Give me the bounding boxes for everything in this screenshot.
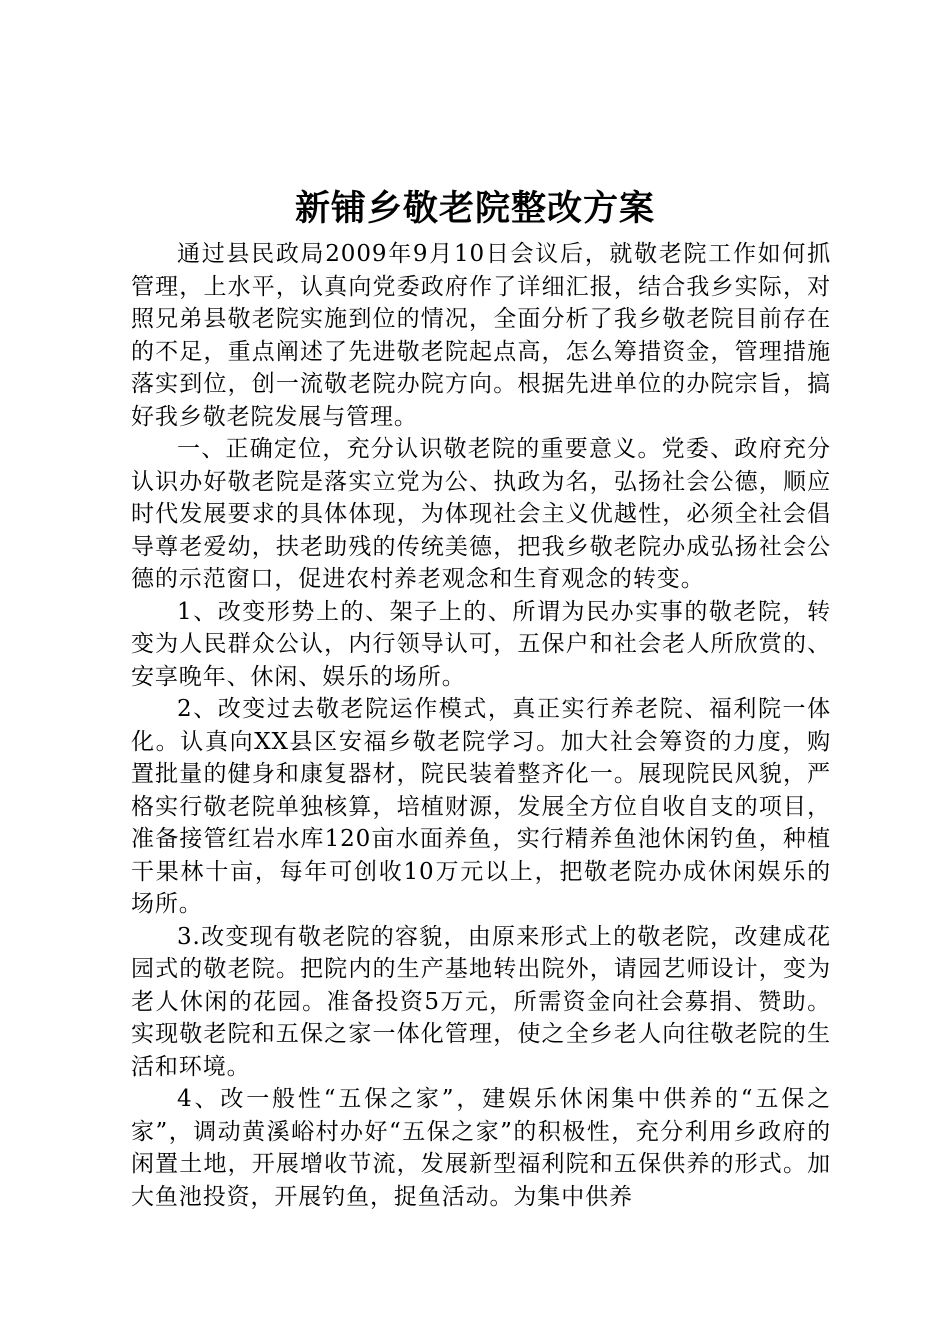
paragraph-item-4: 4、改一般性“五保之家”，建娱乐休闲集中供养的“五保之家”，调动黄溪峪村办好“五保之家”的积极性，充分利用乡政府的闲置土地，开展增收节流，发展新型福利院和五保供养的形式。加大鱼池投资，开展钓鱼，捉鱼活动。为集中供养 — [131, 1086, 831, 1210]
paragraph-item-2: 2、改变过去敬老院运作模式，真正实行养老院、福利院一体化。认真向XX县区安福乡敬老院学习。加大社会筹资的力度，购置批量的健身和康复器材，院民装着整齐化一。展现院民风貌，严格实行敬老院单独核算，培植财源，发展全方位自收自支的项目，准备接管红岩水库120亩水面养鱼，实行精养鱼池休闲钓鱼，种植干果林十亩，每年可创收10万元以上，把敬老院办成休闲娱乐的场所。 — [131, 696, 831, 917]
paragraph-item-1: 1、改变形势上的、架子上的、所谓为民办实事的敬老院，转变为人民群众公认，内行领导认可，五保户和社会老人所欣赏的、安享晚年、休闲、娱乐的场所。 — [131, 598, 831, 690]
document-title: 新铺乡敬老院整改方案 — [294, 188, 655, 229]
paragraph-section-1: 一、正确定位，充分认识敬老院的重要意义。党委、政府充分认识办好敬老院是落实立党为公、执政为名，弘扬社会公德，顺应时代发展要求的具体体现，为体现社会主义优越性，必须全社会倡导尊老爱幼，扶老助残的传统美德，把我乡敬老院办成弘扬社会公德的示范窗口，促进农村养老观念和生育观念的转变。 — [131, 436, 831, 592]
paragraph-item-3: 3.改变现有敬老院的容貌，由原来形式上的敬老院，改建成花园式的敬老院。把院内的生产基地转出院外，请园艺师设计，变为老人休闲的花园。准备投资5万元，所需资金向社会募捐、赞助。实现敬老院和五保之家一体化管理，使之全乡老人向往敬老院的生活和环境。 — [131, 923, 831, 1080]
document-body — [131, 238, 831, 1213]
paragraph-intro: 通过县民政局2009年9月10日会议后，就敬老院工作如何抓管理，上水平，认真向党委政府作了详细汇报，结合我乡实际，对照兄弟县敬老院实施到位的情况，全面分析了我乡敬老院目前存在的不足，重点阐述了先进敬老院起点高，怎么筹措资金，管理措施落实到位，创一流敬老院办院方向。根据先进单位的办院宗旨，搞好我乡敬老院发展与管理。 — [131, 241, 831, 430]
